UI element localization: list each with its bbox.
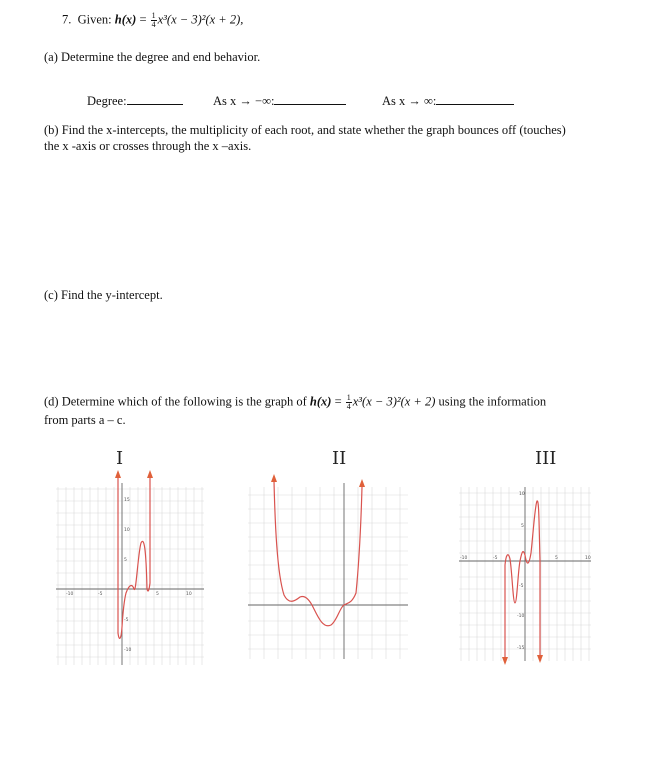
graph-1-tick: 15 [124,498,130,503]
degree-field [87,93,183,109]
part-c-prompt: (c) Find the y-intercept. [44,288,163,302]
graph-3-tick: -10 [517,614,525,619]
part-b-line2: the x -axis or crosses through the x –axis. [44,139,252,153]
graph-option-2[interactable] [246,443,412,668]
part-a-prompt: (a) Determine the degree and end behavior. [44,50,261,64]
graph-1-arrow-up-left [115,470,121,478]
degree-blank[interactable] [127,93,183,105]
function-body: x³(x − 3)²(x + 2), [157,12,244,27]
degree-label: Degree: [87,94,127,108]
graph-1-tick: 10 [186,592,192,597]
part-d-line2: from parts a – c. [44,413,126,427]
graph-3-tick: 10 [519,492,525,497]
graph-3-tick: 5 [555,556,558,561]
graph-1-grid [56,487,204,665]
graph-1-tick: -5 [98,592,103,597]
graph-3-tick: -10 [460,556,468,561]
graph-1-tick: 5 [156,592,159,597]
problem-statement [62,12,243,29]
equals-sign: = [139,12,147,27]
graph-2-curve [274,481,362,626]
graph-2-label: II [332,448,347,469]
left-end-label: As x → −∞: [213,94,275,108]
graph-1-tick: 5 [124,558,127,563]
graph-3-tick: 10 [585,556,591,561]
graph-1-tick: 10 [124,528,130,533]
left-end-blank[interactable] [274,93,346,105]
fraction: $\frac{1}{4}$ [151,11,156,29]
graph-1-tick: -10 [124,648,132,653]
graph-1-arrow-up-right [147,470,153,478]
graph-3-arrow-down-left [502,657,508,665]
graph-2-arrow-up-right [359,479,365,487]
graph-2-arrow-up-left [271,474,277,482]
graph-1-label: I [116,448,124,469]
graph-option-3[interactable] [455,443,595,668]
right-end-field [382,93,514,109]
part-d-line1: (d) Determine which of the following is the graph of h(x) = $\frac{1}{4}$ x³(x − 3)²(x + 2) using the information [44,393,547,411]
graph-2-grid [248,487,408,659]
graph-option-1[interactable] [52,443,210,668]
graph-3-tick: -5 [519,584,524,589]
part-b-line1: (b) Find the x-intercepts, the multiplicity of each root, and state whether the graph bounces off (touches) [44,123,566,137]
graph-3-tick: 5 [521,524,524,529]
graph-3-arrow-down-right [537,655,543,663]
right-end-blank[interactable] [436,93,514,105]
problem-number: 7. [62,12,72,27]
graph-3-tick: -15 [517,646,525,651]
graph-1-tick: -10 [66,592,74,597]
graph-1-tick: -5 [124,618,129,623]
given-label: Given: [77,12,112,27]
left-end-field [213,93,346,109]
function-name: h(x) [114,12,137,27]
right-end-label: As x → ∞: [382,94,437,108]
graph-3-tick: -5 [493,556,498,561]
graph-3-label: III [535,448,557,469]
